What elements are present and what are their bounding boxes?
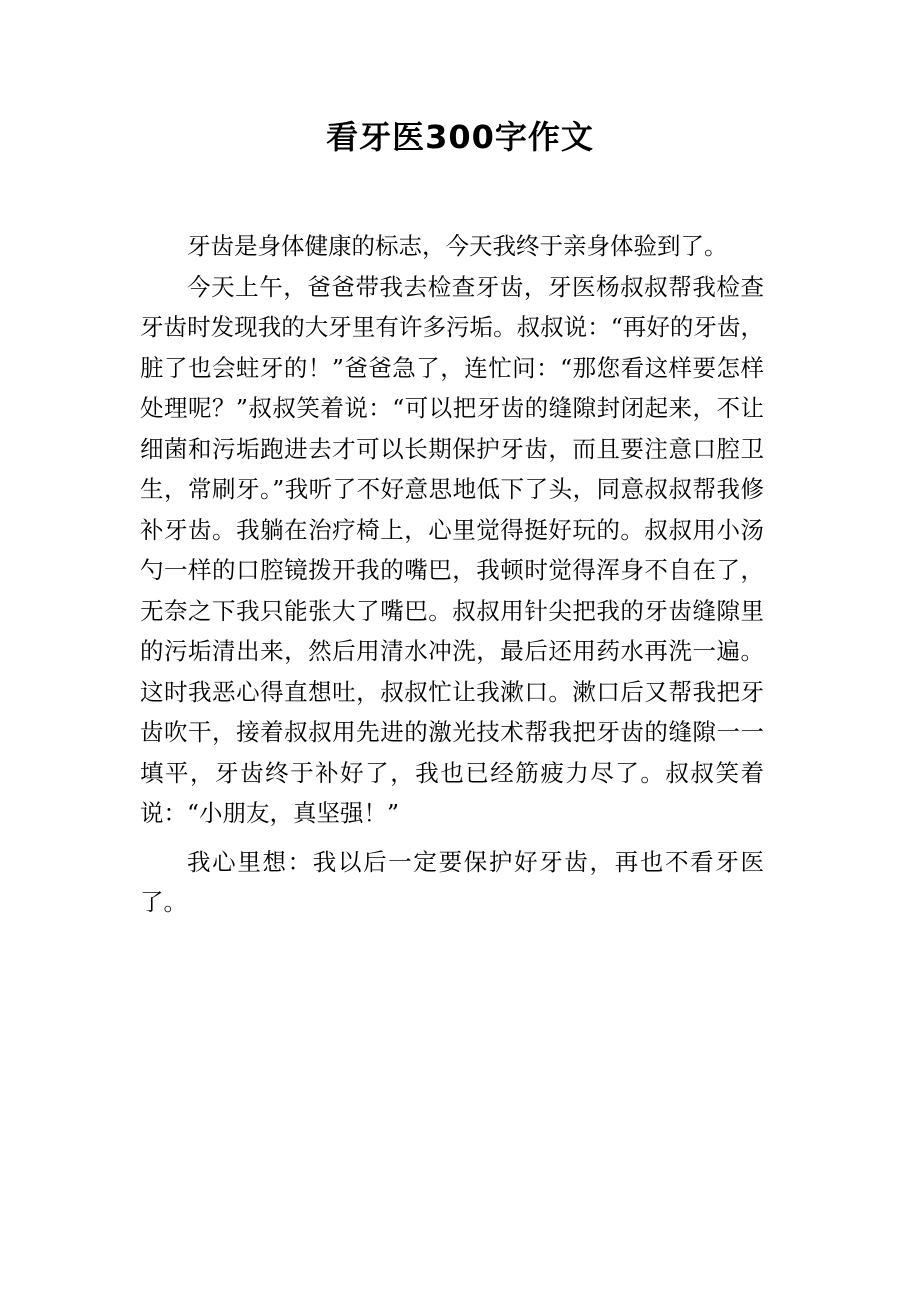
paragraph-1: 牙齿是身体健康的标志，今天我终于亲身体验到了。 [187,232,728,260]
essay-body [140,226,764,923]
page-title: 看牙医300字作文 [326,118,594,156]
paragraph-3: 我心里想：我以后一定要保护好牙齿，再也不看牙医了。 [140,847,764,916]
paragraph-2: 今天上午，爸爸带我去检查牙齿，牙医杨叔叔帮我检查牙齿时发现我的大牙里有许多污垢。叔叔说：“再好的牙齿，脏了也会蛀牙的！”爸爸急了，连忙问：“那您看这样要怎样处理呢？”叔叔笑着说：“可以把牙齿的缝隙封闭起来，不让细菌和污垢跑进去才可以长期保护牙齿，而且要注意口腔卫生，常刷牙。”我听了不好意思地低下了头，同意叔叔帮我修补牙齿。我躺在治疗椅上，心里觉得挺好玩的。叔叔用小汤勺一样的口腔镜拨开我的嘴巴，我顿时觉得浑身不自在了，无奈之下我只能张大了嘴巴。叔叔用针尖把我的牙齿缝隙里的污垢清出来，然后用清水冲洗，最后还用药水再洗一遍。这时我恶心得直想吐，叔叔忙让我漱口。漱口后又帮我把牙齿吹干，接着叔叔用先进的激光技术帮我把牙齿的缝隙一一填平，牙齿终于补好了，我也已经筋疲力尽了。叔叔笑着说：“小朋友，真坚强！” [140,272,764,827]
